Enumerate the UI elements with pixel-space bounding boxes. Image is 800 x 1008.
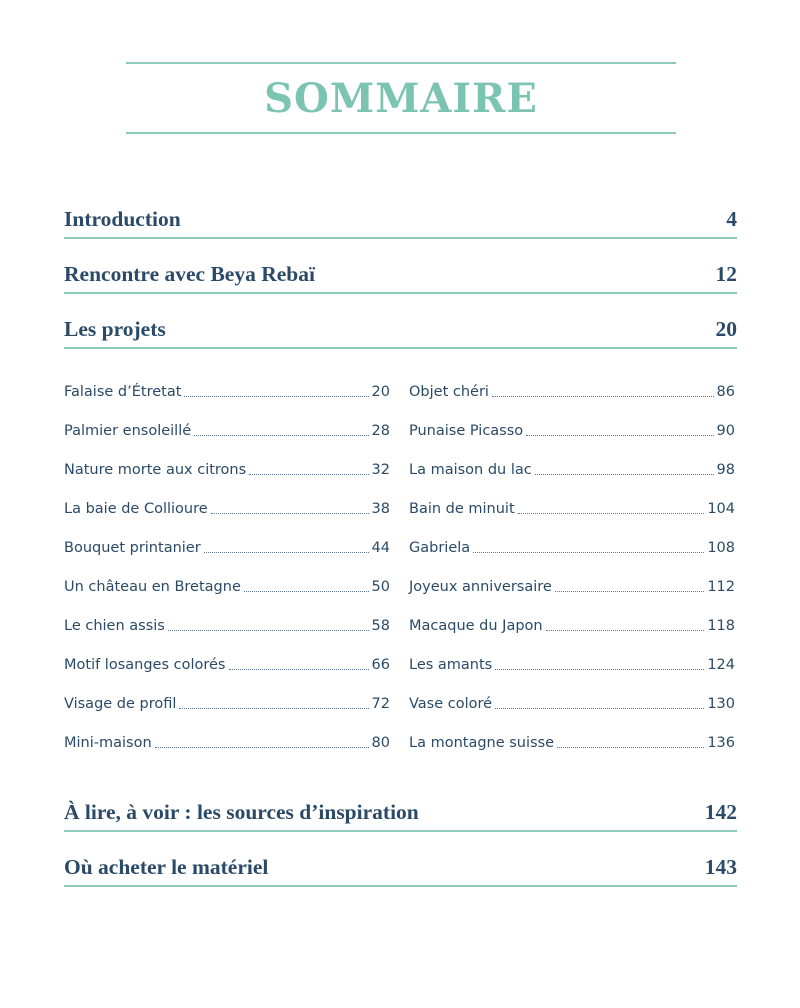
project-entry[interactable] xyxy=(409,723,735,762)
project-page: 136 xyxy=(707,734,735,751)
project-title: Bouquet printanier xyxy=(64,539,201,556)
project-entry[interactable] xyxy=(409,489,735,528)
dot-leader xyxy=(229,669,369,670)
project-title: Vase coloré xyxy=(409,695,493,712)
project-entry[interactable] xyxy=(64,606,390,645)
dot-leader xyxy=(535,474,714,475)
dot-leader xyxy=(204,552,369,553)
project-page: 20 xyxy=(371,383,390,400)
dot-leader xyxy=(249,474,368,475)
project-entry[interactable] xyxy=(64,567,390,606)
project-entry[interactable] xyxy=(409,528,735,567)
project-title: Visage de profil xyxy=(64,695,177,712)
project-entry[interactable] xyxy=(64,372,390,411)
toc-entry-label: Les projets xyxy=(64,316,166,341)
project-title: Joyeux anniversaire xyxy=(409,578,552,595)
project-title: La baie de Collioure xyxy=(64,500,208,517)
project-entry[interactable] xyxy=(409,606,735,645)
project-entry[interactable] xyxy=(409,645,735,684)
project-entry[interactable] xyxy=(409,450,735,489)
dot-leader xyxy=(492,396,714,397)
toc-entry-page: 12 xyxy=(715,261,737,286)
project-page: 32 xyxy=(371,461,390,478)
dot-leader xyxy=(495,669,704,670)
dot-leader xyxy=(244,591,369,592)
project-title: La montagne suisse xyxy=(409,734,555,751)
project-page: 124 xyxy=(707,656,735,673)
project-title: Gabriela xyxy=(409,539,471,556)
project-entry[interactable] xyxy=(64,723,390,762)
toc-entry-label: Introduction xyxy=(64,206,181,231)
project-title: Motif losanges colorés xyxy=(64,656,226,673)
project-title: Les amants xyxy=(409,656,493,673)
project-title: Mini-maison xyxy=(64,734,152,751)
project-page: 118 xyxy=(707,617,735,634)
dot-leader xyxy=(526,435,713,436)
toc-entry-les-projets[interactable] xyxy=(64,311,737,349)
dot-leader xyxy=(518,513,705,514)
project-page: 28 xyxy=(371,422,390,439)
project-title: La maison du lac xyxy=(409,461,532,478)
dot-leader xyxy=(179,708,368,709)
project-entry[interactable] xyxy=(64,411,390,450)
dot-leader xyxy=(555,591,704,592)
toc-entry-label: Où acheter le matériel xyxy=(64,854,269,879)
dot-leader xyxy=(168,630,369,631)
dot-leader xyxy=(155,747,369,748)
dot-leader xyxy=(211,513,369,514)
page-title: SOMMAIRE xyxy=(264,74,538,122)
project-page: 90 xyxy=(716,422,735,439)
projects-list-left xyxy=(64,372,390,762)
project-title: Nature morte aux citrons xyxy=(64,461,247,478)
project-title: Palmier ensoleillé xyxy=(64,422,192,439)
project-entry[interactable] xyxy=(64,528,390,567)
project-page: 72 xyxy=(371,695,390,712)
dot-leader xyxy=(184,396,368,397)
project-entry[interactable] xyxy=(409,567,735,606)
project-page: 58 xyxy=(371,617,390,634)
toc-entry-page: 4 xyxy=(726,206,737,231)
project-page: 66 xyxy=(371,656,390,673)
project-entry[interactable] xyxy=(64,450,390,489)
dot-leader xyxy=(473,552,704,553)
project-entry[interactable] xyxy=(409,411,735,450)
project-page: 44 xyxy=(371,539,390,556)
toc-entry-page: 143 xyxy=(704,854,737,879)
project-title: Falaise d’Étretat xyxy=(64,383,182,400)
toc-entry-a-lire[interactable] xyxy=(64,794,737,832)
project-title: Macaque du Japon xyxy=(409,617,543,634)
project-title: Objet chéri xyxy=(409,383,489,400)
toc-entry-ou-acheter[interactable] xyxy=(64,849,737,887)
project-title: Punaise Picasso xyxy=(409,422,524,439)
project-page: 80 xyxy=(371,734,390,751)
toc-entry-page: 142 xyxy=(704,799,737,824)
project-page: 108 xyxy=(707,539,735,556)
project-page: 86 xyxy=(716,383,735,400)
project-title: Le chien assis xyxy=(64,617,165,634)
project-title: Bain de minuit xyxy=(409,500,515,517)
toc-entry-rencontre[interactable] xyxy=(64,256,737,294)
project-title: Un château en Bretagne xyxy=(64,578,241,595)
project-page: 38 xyxy=(371,500,390,517)
toc-entry-introduction[interactable] xyxy=(64,201,737,239)
projects-list-right xyxy=(409,372,735,762)
project-page: 112 xyxy=(707,578,735,595)
title-block xyxy=(126,62,676,134)
project-page: 98 xyxy=(716,461,735,478)
project-page: 104 xyxy=(707,500,735,517)
project-entry[interactable] xyxy=(64,645,390,684)
toc-entry-label: À lire, à voir : les sources d’inspiration xyxy=(64,799,419,824)
dot-leader xyxy=(557,747,704,748)
toc-entry-label: Rencontre avec Beya Rebaï xyxy=(64,261,315,286)
project-page: 50 xyxy=(371,578,390,595)
dot-leader xyxy=(546,630,705,631)
project-entry[interactable] xyxy=(409,372,735,411)
project-entry[interactable] xyxy=(64,489,390,528)
project-page: 130 xyxy=(707,695,735,712)
project-entry[interactable] xyxy=(409,684,735,723)
dot-leader xyxy=(495,708,704,709)
project-entry[interactable] xyxy=(64,684,390,723)
dot-leader xyxy=(194,435,368,436)
toc-entry-page: 20 xyxy=(715,316,737,341)
